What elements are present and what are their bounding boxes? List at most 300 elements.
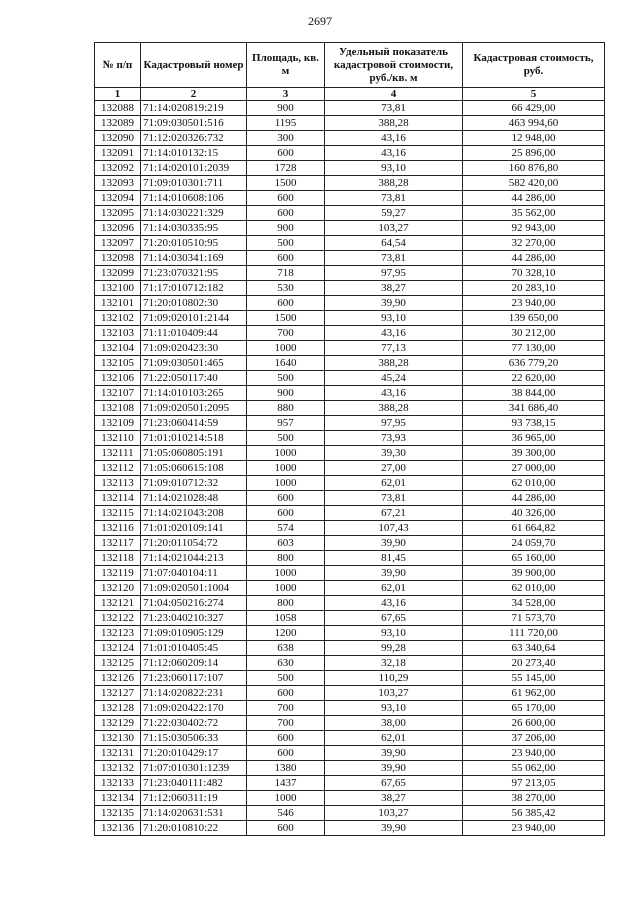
specific-value-cell: 38,00 [325,716,463,731]
row-number-cell: 132101 [95,296,141,311]
cadastral-number-cell: 71:14:020822:231 [141,686,247,701]
area-cell: 600 [247,746,325,761]
table-row [95,686,605,701]
cadastral-number-cell: 71:09:020422:170 [141,701,247,716]
row-number-cell: 132095 [95,206,141,221]
row-number-cell: 132135 [95,806,141,821]
cadastral-number-cell: 71:09:030501:465 [141,356,247,371]
area-cell: 500 [247,371,325,386]
cadastral-value-cell: 23 940,00 [463,746,605,761]
specific-value-cell: 93,10 [325,701,463,716]
area-cell: 800 [247,551,325,566]
cadastral-value-cell: 44 286,00 [463,191,605,206]
cadastral-number-cell: 71:14:030335:95 [141,221,247,236]
row-number-cell: 132129 [95,716,141,731]
specific-value-cell: 39,90 [325,746,463,761]
row-number-cell: 132099 [95,266,141,281]
table-row [95,641,605,656]
cadastral-value-cell: 12 948,00 [463,131,605,146]
table-row [95,821,605,836]
table-row [95,626,605,641]
cadastral-value-cell: 39 900,00 [463,566,605,581]
row-number-cell: 132107 [95,386,141,401]
cadastral-value-cell: 20 273,40 [463,656,605,671]
specific-value-cell: 39,90 [325,566,463,581]
area-cell: 900 [247,221,325,236]
area-cell: 1058 [247,611,325,626]
table-row [95,791,605,806]
header-row-number: № п/п [95,43,141,88]
specific-value-cell: 39,30 [325,446,463,461]
row-number-cell: 132113 [95,476,141,491]
row-number-cell: 132126 [95,671,141,686]
table-row [95,491,605,506]
cadastral-value-cell: 61 962,00 [463,686,605,701]
cadastral-number-cell: 71:20:010429:17 [141,746,247,761]
table-row [95,581,605,596]
area-cell: 1000 [247,791,325,806]
area-cell: 1200 [247,626,325,641]
row-number-cell: 132111 [95,446,141,461]
row-number-cell: 132106 [95,371,141,386]
table-row [95,236,605,251]
cadastral-number-cell: 71:09:010905:129 [141,626,247,641]
cadastral-value-cell: 30 212,00 [463,326,605,341]
table-row [95,701,605,716]
row-number-cell: 132124 [95,641,141,656]
cadastral-number-cell: 71:09:020423:30 [141,341,247,356]
area-cell: 600 [247,686,325,701]
area-cell: 600 [247,146,325,161]
table-row [95,656,605,671]
row-number-cell: 132089 [95,116,141,131]
cadastral-number-cell: 71:14:020101:2039 [141,161,247,176]
area-cell: 1000 [247,476,325,491]
specific-value-cell: 67,65 [325,776,463,791]
table-row [95,101,605,116]
cadastral-number-cell: 71:09:020501:1004 [141,581,247,596]
header-row [95,43,605,88]
cadastral-number-cell: 71:23:060117:107 [141,671,247,686]
specific-value-cell: 67,65 [325,611,463,626]
cadastral-number-cell: 71:12:060311:19 [141,791,247,806]
cadastral-number-cell: 71:22:050117:40 [141,371,247,386]
area-cell: 500 [247,671,325,686]
area-cell: 1500 [247,311,325,326]
cadastral-number-cell: 71:23:040210:327 [141,611,247,626]
cadastral-value-cell: 25 896,00 [463,146,605,161]
cadastral-number-cell: 71:09:010712:32 [141,476,247,491]
cadastral-number-cell: 71:09:010301:711 [141,176,247,191]
specific-value-cell: 32,18 [325,656,463,671]
area-cell: 600 [247,296,325,311]
area-cell: 700 [247,716,325,731]
cadastral-number-cell: 71:14:020819:219 [141,101,247,116]
column-number: 2 [141,88,247,101]
column-number-row [95,88,605,101]
cadastral-value-cell: 37 206,00 [463,731,605,746]
cadastral-number-cell: 71:14:021043:208 [141,506,247,521]
specific-value-cell: 67,21 [325,506,463,521]
table-row [95,566,605,581]
cadastral-value-cell: 23 940,00 [463,296,605,311]
specific-value-cell: 39,90 [325,296,463,311]
specific-value-cell: 73,93 [325,431,463,446]
row-number-cell: 132136 [95,821,141,836]
table-row [95,671,605,686]
table-row [95,251,605,266]
table-row [95,131,605,146]
specific-value-cell: 59,27 [325,206,463,221]
area-cell: 500 [247,431,325,446]
table-row [95,191,605,206]
table-row [95,746,605,761]
specific-value-cell: 388,28 [325,116,463,131]
area-cell: 600 [247,206,325,221]
area-cell: 700 [247,701,325,716]
table-body [95,101,605,836]
area-cell: 638 [247,641,325,656]
cadastral-number-cell: 71:14:010608:106 [141,191,247,206]
specific-value-cell: 388,28 [325,176,463,191]
cadastral-number-cell: 71:15:030506:33 [141,731,247,746]
area-cell: 1380 [247,761,325,776]
cadastral-number-cell: 71:14:030221:329 [141,206,247,221]
header-area: Площадь, кв. м [247,43,325,88]
cadastral-number-cell: 71:12:060209:14 [141,656,247,671]
table-row [95,401,605,416]
cadastral-number-cell: 71:01:010214:518 [141,431,247,446]
cadastral-value-cell: 71 573,70 [463,611,605,626]
area-cell: 800 [247,596,325,611]
cadastral-value-cell: 93 738,15 [463,416,605,431]
cadastral-number-cell: 71:01:020109:141 [141,521,247,536]
table-row [95,536,605,551]
row-number-cell: 132096 [95,221,141,236]
table-row [95,716,605,731]
row-number-cell: 132088 [95,101,141,116]
area-cell: 1728 [247,161,325,176]
area-cell: 1195 [247,116,325,131]
row-number-cell: 132090 [95,131,141,146]
cadastral-value-cell: 70 328,10 [463,266,605,281]
table-row [95,371,605,386]
table-row [95,776,605,791]
table-row [95,221,605,236]
area-cell: 630 [247,656,325,671]
cadastral-value-cell: 92 943,00 [463,221,605,236]
area-cell: 1640 [247,356,325,371]
specific-value-cell: 43,16 [325,131,463,146]
area-cell: 1437 [247,776,325,791]
row-number-cell: 132110 [95,431,141,446]
table-row [95,146,605,161]
cadastral-number-cell: 71:20:010802:30 [141,296,247,311]
specific-value-cell: 73,81 [325,101,463,116]
table-row [95,551,605,566]
specific-value-cell: 97,95 [325,416,463,431]
row-number-cell: 132092 [95,161,141,176]
area-cell: 600 [247,821,325,836]
page-number: 2697 [308,14,332,28]
row-number-cell: 132123 [95,626,141,641]
row-number-cell: 132130 [95,731,141,746]
cadastral-value-cell: 62 010,00 [463,476,605,491]
cadastral-value-cell: 65 160,00 [463,551,605,566]
area-cell: 700 [247,326,325,341]
cadastral-number-cell: 71:14:010132:15 [141,146,247,161]
row-number-cell: 132105 [95,356,141,371]
specific-value-cell: 107,43 [325,521,463,536]
table-row [95,296,605,311]
table-row [95,161,605,176]
specific-value-cell: 73,81 [325,191,463,206]
table-row [95,206,605,221]
specific-value-cell: 77,13 [325,341,463,356]
specific-value-cell: 43,16 [325,146,463,161]
cadastral-value-cell: 32 270,00 [463,236,605,251]
specific-value-cell: 388,28 [325,356,463,371]
header-specific-value: Удельный показатель кадастровой стоимости, руб./кв. м [325,43,463,88]
cadastral-value-cell: 111 720,00 [463,626,605,641]
cadastral-value-cell: 27 000,00 [463,461,605,476]
area-cell: 530 [247,281,325,296]
table-row [95,611,605,626]
specific-value-cell: 103,27 [325,686,463,701]
cadastral-value-cell: 20 283,10 [463,281,605,296]
table-row [95,356,605,371]
area-cell: 1000 [247,341,325,356]
specific-value-cell: 62,01 [325,476,463,491]
area-cell: 600 [247,251,325,266]
row-number-cell: 132120 [95,581,141,596]
row-number-cell: 132128 [95,701,141,716]
cadastral-number-cell: 71:23:040111:482 [141,776,247,791]
specific-value-cell: 62,01 [325,581,463,596]
table-row [95,311,605,326]
table-row [95,806,605,821]
column-number: 5 [463,88,605,101]
area-cell: 1500 [247,176,325,191]
row-number-cell: 132121 [95,596,141,611]
cadastral-number-cell: 71:17:010712:182 [141,281,247,296]
row-number-cell: 132127 [95,686,141,701]
cadastral-value-cell: 77 130,00 [463,341,605,356]
cadastral-value-cell: 22 620,00 [463,371,605,386]
cadastral-number-cell: 71:07:010301:1239 [141,761,247,776]
cadastral-value-cell: 26 600,00 [463,716,605,731]
specific-value-cell: 103,27 [325,806,463,821]
cadastral-number-cell: 71:20:010510:95 [141,236,247,251]
row-number-cell: 132116 [95,521,141,536]
cadastral-number-cell: 71:23:070321:95 [141,266,247,281]
column-number: 4 [325,88,463,101]
row-number-cell: 132108 [95,401,141,416]
row-number-cell: 132104 [95,341,141,356]
area-cell: 574 [247,521,325,536]
table-row [95,386,605,401]
area-cell: 300 [247,131,325,146]
row-number-cell: 132098 [95,251,141,266]
row-number-cell: 132093 [95,176,141,191]
area-cell: 900 [247,386,325,401]
cadastral-number-cell: 71:07:040104:11 [141,566,247,581]
row-number-cell: 132118 [95,551,141,566]
area-cell: 718 [247,266,325,281]
area-cell: 1000 [247,581,325,596]
specific-value-cell: 93,10 [325,626,463,641]
cadastral-value-cell: 38 270,00 [463,791,605,806]
cadastral-value-cell: 23 940,00 [463,821,605,836]
cadastral-number-cell: 71:11:010409:44 [141,326,247,341]
specific-value-cell: 99,28 [325,641,463,656]
area-cell: 603 [247,536,325,551]
row-number-cell: 132114 [95,491,141,506]
row-number-cell: 132109 [95,416,141,431]
cadastral-number-cell: 71:01:010405:45 [141,641,247,656]
row-number-cell: 132119 [95,566,141,581]
table-row [95,116,605,131]
cadastral-number-cell: 71:14:010103:265 [141,386,247,401]
row-number-cell: 132134 [95,791,141,806]
row-number-cell: 132112 [95,461,141,476]
area-cell: 500 [247,236,325,251]
area-cell: 1000 [247,461,325,476]
table-row [95,266,605,281]
cadastral-value-cell: 38 844,00 [463,386,605,401]
table-row [95,596,605,611]
table-row [95,341,605,356]
header-cadastral-value: Кадастровая стоимость, руб. [463,43,605,88]
table-row [95,176,605,191]
cadastral-value-cell: 36 965,00 [463,431,605,446]
specific-value-cell: 43,16 [325,386,463,401]
cadastral-value-cell: 65 170,00 [463,701,605,716]
table-row [95,281,605,296]
specific-value-cell: 38,27 [325,281,463,296]
table-row [95,761,605,776]
cadastral-value-cell: 160 876,80 [463,161,605,176]
cadastral-value-cell: 139 650,00 [463,311,605,326]
cadastral-number-cell: 71:14:021028:48 [141,491,247,506]
cadastral-value-cell: 40 326,00 [463,506,605,521]
area-cell: 900 [247,101,325,116]
row-number-cell: 132122 [95,611,141,626]
cadastral-value-cell: 44 286,00 [463,491,605,506]
row-number-cell: 132097 [95,236,141,251]
area-cell: 957 [247,416,325,431]
row-number-cell: 132091 [95,146,141,161]
cadastral-number-cell: 71:14:020631:531 [141,806,247,821]
table-row [95,506,605,521]
specific-value-cell: 97,95 [325,266,463,281]
cadastral-value-cell: 463 994,60 [463,116,605,131]
cadastral-value-cell: 582 420,00 [463,176,605,191]
table-row [95,521,605,536]
cadastral-value-cell: 24 059,70 [463,536,605,551]
row-number-cell: 132125 [95,656,141,671]
specific-value-cell: 73,81 [325,251,463,266]
specific-value-cell: 43,16 [325,326,463,341]
cadastral-value-cell: 35 562,00 [463,206,605,221]
table-row [95,476,605,491]
cadastral-value-cell: 55 062,00 [463,761,605,776]
column-number: 1 [95,88,141,101]
specific-value-cell: 388,28 [325,401,463,416]
table-row [95,446,605,461]
cadastral-value-cell: 61 664,82 [463,521,605,536]
specific-value-cell: 73,81 [325,491,463,506]
table-row [95,431,605,446]
cadastral-value-cell: 56 385,42 [463,806,605,821]
area-cell: 880 [247,401,325,416]
area-cell: 600 [247,506,325,521]
area-cell: 546 [247,806,325,821]
row-number-cell: 132094 [95,191,141,206]
specific-value-cell: 93,10 [325,161,463,176]
specific-value-cell: 81,45 [325,551,463,566]
cadastral-value-cell: 55 145,00 [463,671,605,686]
header-cadastral-number: Кадастровый номер [141,43,247,88]
row-number-cell: 132133 [95,776,141,791]
specific-value-cell: 45,24 [325,371,463,386]
row-number-cell: 132131 [95,746,141,761]
cadastral-value-cell: 66 429,00 [463,101,605,116]
specific-value-cell: 39,90 [325,536,463,551]
cadastral-value-cell: 44 286,00 [463,251,605,266]
column-number: 3 [247,88,325,101]
specific-value-cell: 39,90 [325,761,463,776]
cadastral-value-cell: 39 300,00 [463,446,605,461]
row-number-cell: 132100 [95,281,141,296]
table-row [95,731,605,746]
cadastral-table [94,42,605,836]
cadastral-value-cell: 62 010,00 [463,581,605,596]
cadastral-number-cell: 71:14:021044:213 [141,551,247,566]
cadastral-number-cell: 71:14:030341:169 [141,251,247,266]
area-cell: 1000 [247,446,325,461]
row-number-cell: 132132 [95,761,141,776]
table-row [95,461,605,476]
area-cell: 600 [247,191,325,206]
table-row [95,416,605,431]
cadastral-value-cell: 97 213,05 [463,776,605,791]
specific-value-cell: 27,00 [325,461,463,476]
row-number-cell: 132117 [95,536,141,551]
specific-value-cell: 103,27 [325,221,463,236]
cadastral-number-cell: 71:05:060805:191 [141,446,247,461]
area-cell: 1000 [247,566,325,581]
cadastral-number-cell: 71:05:060615:108 [141,461,247,476]
row-number-cell: 132102 [95,311,141,326]
cadastral-number-cell: 71:09:030501:516 [141,116,247,131]
area-cell: 600 [247,731,325,746]
specific-value-cell: 62,01 [325,731,463,746]
specific-value-cell: 93,10 [325,311,463,326]
cadastral-number-cell: 71:12:020326:732 [141,131,247,146]
cadastral-number-cell: 71:09:020501:2095 [141,401,247,416]
specific-value-cell: 43,16 [325,596,463,611]
cadastral-number-cell: 71:20:011054:72 [141,536,247,551]
specific-value-cell: 64,54 [325,236,463,251]
specific-value-cell: 38,27 [325,791,463,806]
table-row [95,326,605,341]
cadastral-value-cell: 341 686,40 [463,401,605,416]
area-cell: 600 [247,491,325,506]
cadastral-number-cell: 71:09:020101:2144 [141,311,247,326]
cadastral-number-cell: 71:23:060414:59 [141,416,247,431]
row-number-cell: 132115 [95,506,141,521]
